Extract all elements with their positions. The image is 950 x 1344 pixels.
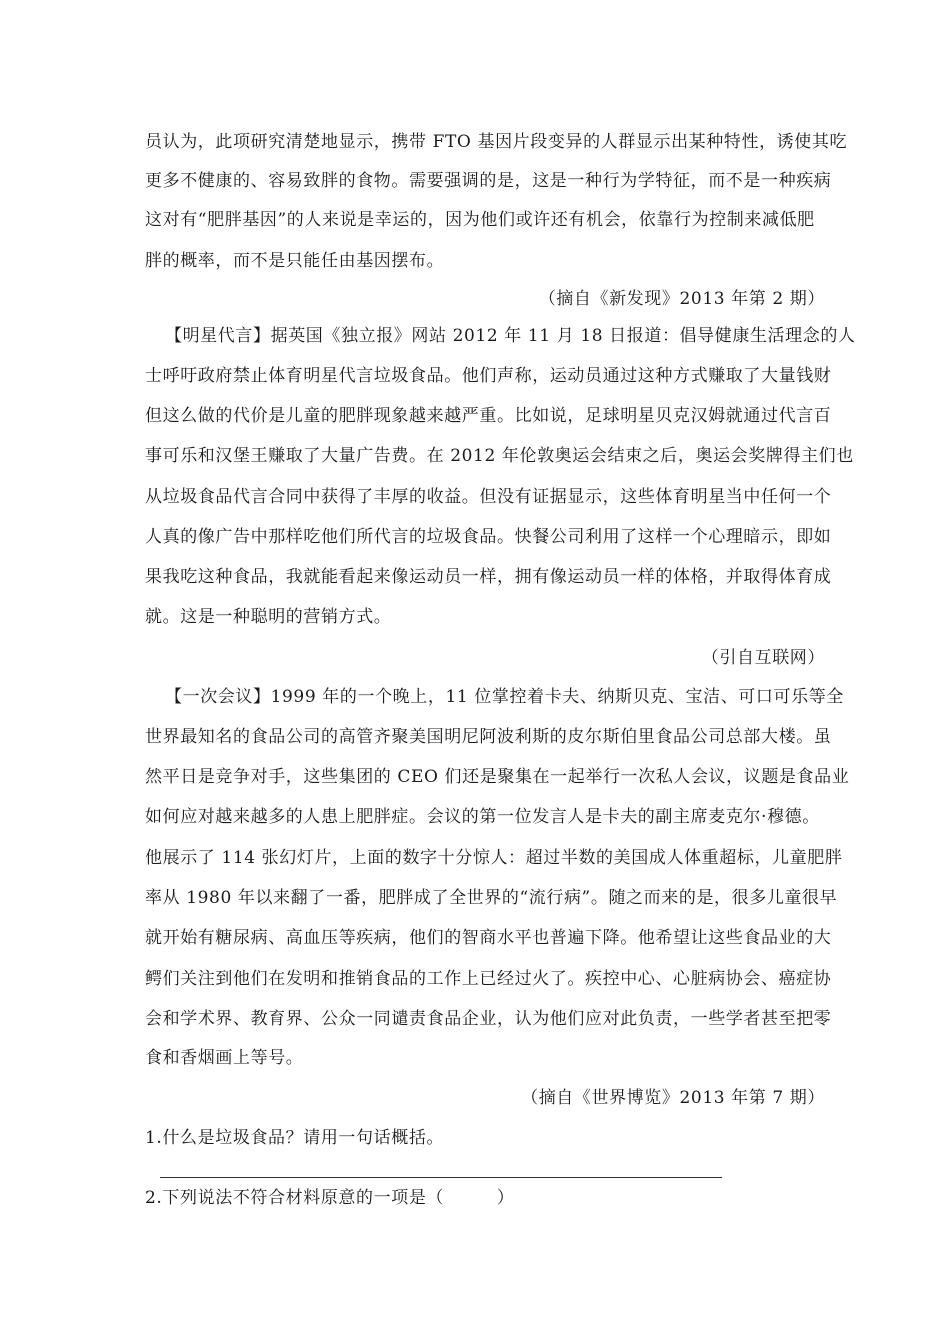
passage3-line: 会和学术界、教育界、公众一同谴责食品企业，认为他们应对此负责，一些学者甚至把零 <box>145 1009 832 1029</box>
passage2-line: 但这么做的代价是儿童的肥胖现象越来越严重。比如说，足球明星贝克汉姆就通过代言百 <box>145 406 832 426</box>
passage3-line: 鳄们关注到他们在发明和推销食品的工作上已经过火了。疾控中心、心脏病协会、癌症协 <box>145 969 832 989</box>
passage3-source: （摘自《世界博览》2013 年第 7 期） <box>521 1088 825 1108</box>
passage3-line: 世界最知名的食品公司的高管齐聚美国明尼阿波利斯的皮尔斯伯里食品公司总部大楼。虽 <box>145 727 832 747</box>
passage2-line: 果我吃这种食品，我就能看起来像运动员一样，拥有像运动员一样的体格，并取得体育成 <box>145 567 832 587</box>
question-1: 1.什么是垃圾食品？请用一句话概括。 <box>145 1128 445 1148</box>
passage3-line: 率从 1980 年以来翻了一番，肥胖成了全世界的“流行病”。随之而来的是，很多儿童很早 <box>145 888 838 908</box>
passage1-line: 这对有“肥胖基因”的人来说是幸运的，因为他们或许还有机会，依靠行为控制来减低肥 <box>145 210 815 230</box>
passage3-line: 食和香烟画上等号。 <box>145 1048 304 1068</box>
passage1-line: 更多不健康的、容易致胖的食物。需要强调的是，这是一种行为学特征，而不是一种疾病 <box>145 171 832 191</box>
passage2-line: 士呼吁政府禁止体育明星代言垃圾食品。他们声称，运动员通过这种方式赚取了大量钱财 <box>145 366 832 386</box>
passage3-line: 就开始有糖尿病、高血压等疾病，他们的智商水平也普遍下降。他希望让这些食品业的大 <box>145 928 832 948</box>
passage1-line: 员认为，此项研究清楚地显示，携带 FTO 基因片段变异的人群显示出某种特性，诱使其吃 <box>145 132 848 152</box>
passage1-line: 胖的概率，而不是只能任由基因摆布。 <box>145 251 445 271</box>
passage2-line: 人真的像广告中那样吃他们所代言的垃圾食品。快餐公司利用了这样一个心理暗示，即如 <box>145 527 832 547</box>
passage2-source: （引自互联网） <box>701 648 825 668</box>
passage2-line: 就。这是一种聪明的营销方式。 <box>145 607 392 627</box>
question-2: 2.下列说法不符合材料原意的一项是（ ） <box>145 1188 515 1208</box>
passage3-line: 如何应对越来越多的人患上肥胖症。会议的第一位发言人是卡夫的副主席麦克尔·穆德。 <box>145 807 820 827</box>
passage3-line: 他展示了 114 张幻灯片，上面的数字十分惊人：超过半数的美国成人体重超标，儿童肥胖 <box>145 848 843 868</box>
passage3-line: 【一次会议】1999 年的一个晚上，11 位掌控着卡夫、纳斯贝克、宝洁、可口可乐等全 <box>165 687 844 707</box>
passage2-line: 事可乐和汉堡王赚取了大量广告费。在 2012 年伦敦奥运会结束之后，奥运会奖牌得主们也 <box>145 446 854 466</box>
passage2-line: 【明星代言】据英国《独立报》网站 2012 年 11 月 18 日报道：倡导健康生活理念的人 <box>165 326 856 346</box>
answer-blank-line[interactable] <box>160 1177 722 1178</box>
passage2-line: 从垃圾食品代言合同中获得了丰厚的收益。但没有证据显示，这些体育明星当中任何一个 <box>145 487 832 507</box>
passage1-source: （摘自《新发现》2013 年第 2 期） <box>538 289 825 309</box>
passage3-line: 然平日是竞争对手，这些集团的 CEO 们还是聚集在一起举行一次私人会议，议题是食品业 <box>145 767 850 787</box>
